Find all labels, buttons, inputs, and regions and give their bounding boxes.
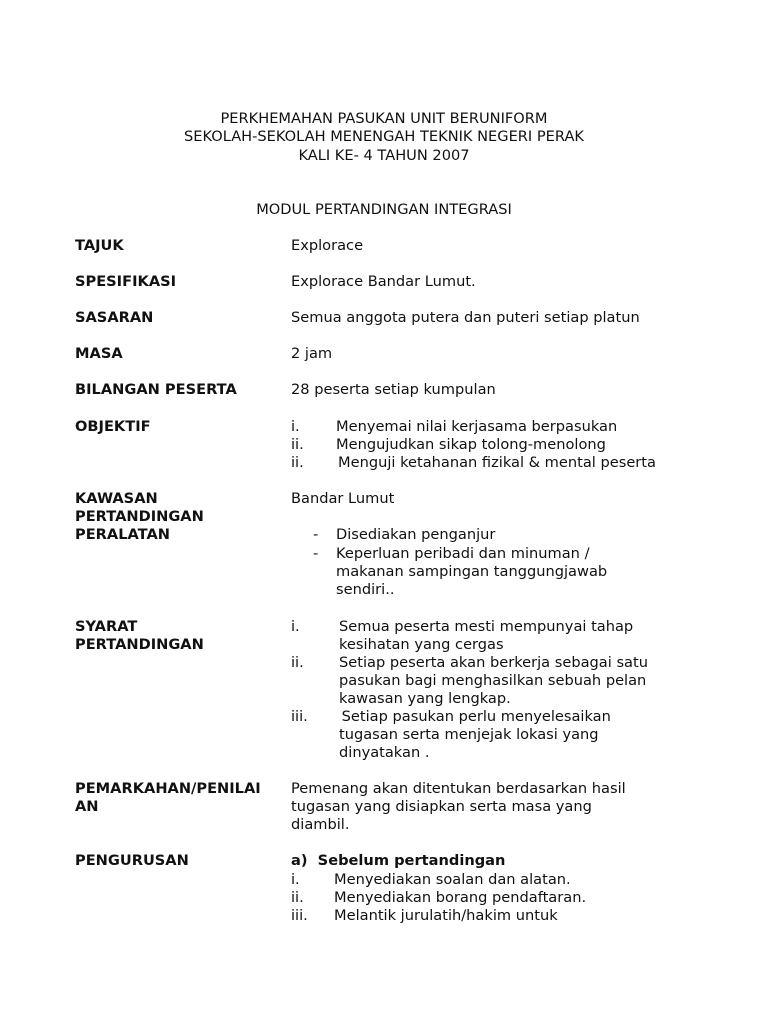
peralatan-item: Disediakan penganjur bbox=[336, 526, 496, 543]
pemarkahan-label-line: PEMARKAHAN/PENILAI bbox=[75, 780, 261, 797]
syarat-item-line: tugasan serta menjejak lokasi yang bbox=[339, 726, 599, 743]
pengurusan-item-number: iii. bbox=[291, 907, 308, 924]
spesifikasi-value: Explorace Bandar Lumut. bbox=[291, 273, 476, 290]
peralatan-item-line: makanan sampingan tanggungjawab bbox=[336, 563, 608, 580]
syarat-label-line: SYARAT bbox=[75, 618, 138, 635]
sasaran-value: Semua anggota putera dan puteri setiap platun bbox=[291, 309, 640, 326]
objektif-label: OBJEKTIF bbox=[75, 418, 151, 435]
syarat-item-number: i. bbox=[291, 618, 300, 635]
bullet-dash: - bbox=[313, 526, 319, 543]
masa-label: MASA bbox=[75, 345, 123, 362]
syarat-item-line: pasukan bagi menghasilkan sebuah pelan bbox=[339, 672, 647, 689]
bilangan-peserta-value: 28 peserta setiap kumpulan bbox=[291, 381, 496, 398]
pengurusan-item-text: Menyediakan soalan dan alatan. bbox=[334, 871, 571, 888]
syarat-item-line: Setiap pasukan perlu menyelesaikan bbox=[337, 708, 611, 725]
pemarkahan-text-line: diambil. bbox=[291, 816, 350, 833]
masa-value: 2 jam bbox=[291, 345, 333, 362]
syarat-item-line: kawasan yang lengkap. bbox=[339, 690, 511, 707]
kawasan-value: Bandar Lumut bbox=[291, 490, 395, 507]
bilangan-peserta-label: BILANGAN PESERTA bbox=[75, 381, 237, 398]
document-title-line-1: PERKHEMAHAN PASUKAN UNIT BERUNIFORM bbox=[220, 110, 548, 127]
pengurusan-label: PENGURUSAN bbox=[75, 852, 189, 869]
peralatan-label: PERALATAN bbox=[75, 526, 170, 543]
objektif-item-number: ii. bbox=[291, 454, 304, 471]
peralatan-item-line: Keperluan peribadi dan minuman / bbox=[336, 545, 590, 562]
pengurusan-item-number: ii. bbox=[291, 889, 304, 906]
objektif-item-text: Mengujudkan sikap tolong-menolong bbox=[336, 436, 606, 453]
objektif-item-text: Menguji ketahanan fizikal & mental peserta bbox=[338, 454, 656, 471]
sasaran-label: SASARAN bbox=[75, 309, 154, 326]
syarat-item-line: kesihatan yang cergas bbox=[339, 636, 504, 653]
objektif-item-number: ii. bbox=[291, 436, 304, 453]
syarat-item-line: dinyatakan . bbox=[339, 744, 430, 761]
pengurusan-item-number: i. bbox=[291, 871, 300, 888]
syarat-item-number: iii. bbox=[291, 708, 308, 725]
tajuk-label: TAJUK bbox=[75, 237, 124, 254]
module-title: MODUL PERTANDINGAN INTEGRASI bbox=[256, 201, 512, 218]
spesifikasi-label: SPESIFIKASI bbox=[75, 273, 177, 290]
document-title-line-2: SEKOLAH-SEKOLAH MENENGAH TEKNIK NEGERI PERAK bbox=[183, 128, 585, 145]
pemarkahan-label-line: AN bbox=[75, 798, 99, 815]
document-title-line-3: KALI KE- 4 TAHUN 2007 bbox=[298, 147, 470, 164]
objektif-item-text: Menyemai nilai kerjasama berpasukan bbox=[336, 418, 618, 435]
objektif-item-number: i. bbox=[291, 418, 300, 435]
pengurusan-item-text: Menyediakan borang pendaftaran. bbox=[334, 889, 587, 906]
syarat-item-line: Setiap peserta akan berkerja sebagai satu bbox=[339, 654, 648, 671]
pemarkahan-text-line: Pemenang akan ditentukan berdasarkan hasil bbox=[291, 780, 626, 797]
bullet-dash: - bbox=[313, 545, 319, 562]
pengurusan-item-text: Melantik jurulatih/hakim untuk bbox=[334, 907, 558, 924]
syarat-item-line: Semua peserta mesti mempunyai tahap bbox=[339, 618, 634, 635]
pemarkahan-text-line: tugasan yang disiapkan serta masa yang bbox=[291, 798, 592, 815]
syarat-item-number: ii. bbox=[291, 654, 304, 671]
kawasan-label-line: PERTANDINGAN bbox=[75, 508, 204, 525]
kawasan-label-line: KAWASAN bbox=[75, 490, 158, 507]
pengurusan-subheading: a) Sebelum pertandingan bbox=[291, 852, 506, 869]
tajuk-value: Explorace bbox=[291, 237, 364, 254]
peralatan-item-line: sendiri.. bbox=[336, 581, 395, 598]
syarat-label-line: PERTANDINGAN bbox=[75, 636, 204, 653]
